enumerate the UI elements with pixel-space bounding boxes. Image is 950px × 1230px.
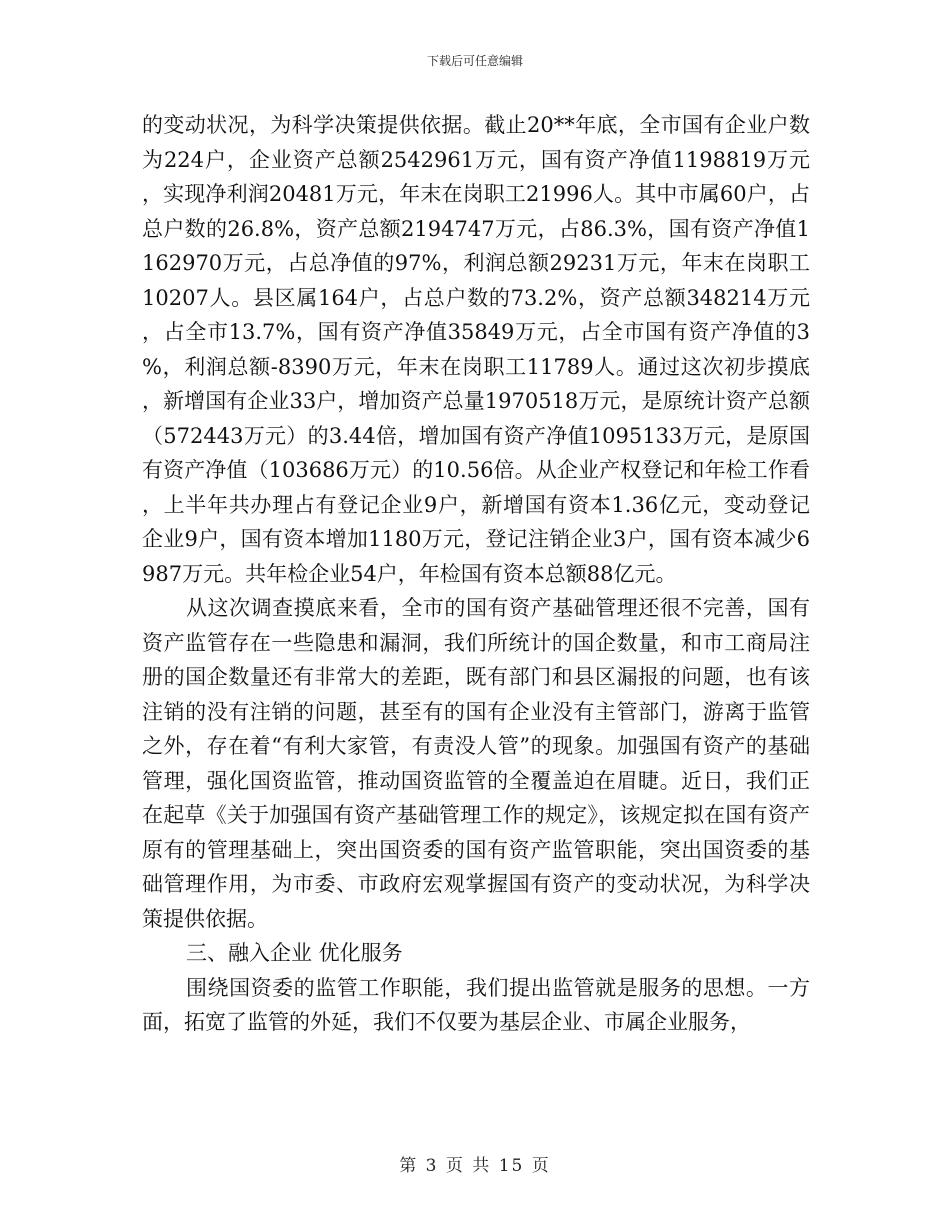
paragraph-continued: 的变动状况，为科学决策提供依据。截止20**年底，全市国有企业户数为224户，企业资产总额2542961万元，国有资产净值1198819万元，实现净利润20481万元，年末在岗职工21996人。其中市属60户，占总户数的26.8%，资产总额2194747万元，占86.3%，国有资产净值1162970万元，占总净值的97%，利润总额29231万元，年末在岗职工10207人。县区属164户，占总户数的73.2%，资产总额348214万元，占全市13.7%，国有资产净值35849万元，占全市国有资产净值的3%，利润总额-8390万元，年末在岗职工11789人。通过这次初步摸底，新增国有企业33户，增加资产总量1970518万元，是原统计资产总额（572443万元）的3.44倍，增加国有资产净值1095133万元，是原国有资产净值（103686万元）的10.56倍。从企业产权登记和年检工作看，上半年共办理占有登记企业9户，新增国有资本1.36亿元，变动登记企业9户，国有资本增加1180万元，登记注销企业3户，国有资本减少6987万元。共年检企业54户，年检国有资本总额88亿元。 (142, 113, 810, 586)
paragraph-survey-findings: 从这次调查摸底来看，全市的国有资产基础管理还很不完善，国有资产监管存在一些隐患和漏洞，我们所统计的国企数量，和市工商局注册的国企数量还有非常大的差距，既有部门和县区漏报的问题，也有该注销的没有注销的问题，甚至有的国有企业没有主管部门，游离于监管之外，存在着“有利大家管，有责没人管”的现象。加强国有资产的基础管理，强化国资监管，推动国资监管的全覆盖迫在眉睫。近日，我们正在起草《关于加强国有资产基础管理工作的规定》，该规定拟在国有资产原有的管理基础上，突出国资委的国有资产监管职能，突出国资委的基础管理作用，为市委、市政府宏观掌握国有资产的变动状况，为科学决策提供依据。 (142, 596, 810, 931)
section-heading: 三、融入企业 优化服务 (186, 941, 403, 965)
paragraph-service: 围绕国资委的监管工作职能，我们提出监管就是服务的思想。一方面，拓宽了监管的外延，我们不仅要为基层企业、市属企业服务， (142, 975, 810, 1034)
page-number: 第 3 页 共 15 页 (399, 1156, 551, 1176)
document-body (142, 108, 810, 1040)
page-header: 下载后可任意编辑 (426, 54, 523, 68)
